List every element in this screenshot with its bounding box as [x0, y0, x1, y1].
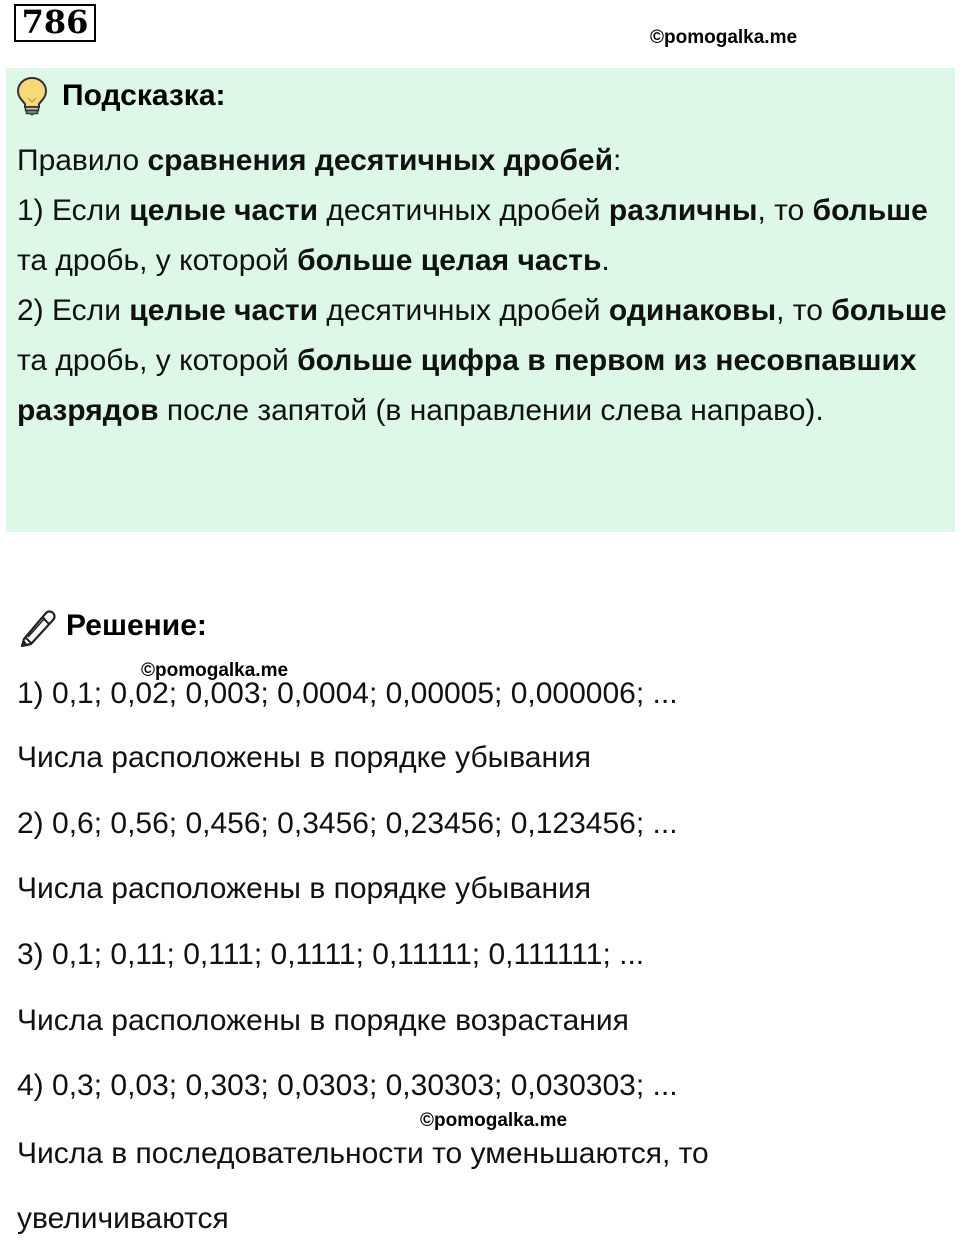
hint-title: Подсказка: [62, 79, 226, 112]
task-number: 786 [14, 4, 96, 42]
solution-line-6: Числа расположены в порядке возрастания [17, 1004, 629, 1037]
watermark-top: ©pomogalka.me [650, 27, 798, 48]
watermark-bottom: ©pomogalka.me [420, 1110, 568, 1131]
rule-1-bold-4: больше целая часть [297, 244, 602, 277]
rule-2-text-2: десятичных дробей [318, 294, 609, 327]
solution-title: Решение: [66, 609, 207, 642]
rule-2-bold-2: одинаковы [608, 294, 777, 327]
rule-1-bold-3: больше [812, 194, 928, 227]
solution-line-2: Числа расположены в порядке убывания [17, 741, 592, 774]
rule-2-bold-1: целые части [129, 294, 319, 327]
rule-1-bold-1: целые части [129, 194, 319, 227]
solution-line-7: 4) 0,3; 0,03; 0,303; 0,0303; 0,30303; 0,030303; ... [17, 1069, 678, 1102]
solution-line-5: 3) 0,1; 0,11; 0,111; 0,1111; 0,11111; 0,111111; ... [17, 938, 645, 971]
pencil-icon [18, 605, 58, 647]
rule-1-text-2: десятичных дробей [318, 194, 609, 227]
rule-1-text-4: та дробь, у которой [17, 244, 298, 277]
rule-1 [17, 186, 953, 286]
rule-2-text-5: после запятой (в направлении слева направо). [158, 394, 824, 427]
solution-header [18, 604, 207, 648]
rule-1-text-5: . [601, 244, 610, 277]
rule-intro-colon: : [613, 144, 622, 177]
lightbulb-icon [16, 76, 48, 116]
solution-line-9: увеличиваются [17, 1202, 229, 1235]
solution-line-1: 1) 0,1; 0,02; 0,003; 0,0004; 0,00005; 0,000006; ... [17, 677, 678, 710]
solution-line-8: Числа в последовательности то уменьшаются, то [17, 1137, 709, 1170]
rule-intro-bold: сравнения десятичных дробей [147, 144, 614, 177]
hint-header [16, 76, 226, 116]
hint-text [17, 136, 953, 436]
rule-1-text-3: , то [757, 194, 813, 227]
rule-intro-text: Правило [17, 144, 148, 177]
rule-1-text-1: 1) Если [17, 194, 130, 227]
watermark-middle: ©pomogalka.me [141, 660, 289, 681]
rule-1-bold-2: различны [608, 194, 758, 227]
rule-2-bold-3: больше [831, 294, 947, 327]
rule-2-text-3: , то [776, 294, 832, 327]
rule-2-text-1: 2) Если [17, 294, 130, 327]
solution-line-3: 2) 0,6; 0,56; 0,456; 0,3456; 0,23456; 0,123456; ... [17, 807, 678, 840]
rule-intro [17, 136, 953, 186]
rule-2-bold-4: больше цифра в первом из несовпавших разрядов [17, 344, 917, 427]
rule-2 [17, 286, 953, 436]
rule-2-text-4: та дробь, у которой [17, 344, 298, 377]
solution-line-4: Числа расположены в порядке убывания [17, 872, 592, 905]
